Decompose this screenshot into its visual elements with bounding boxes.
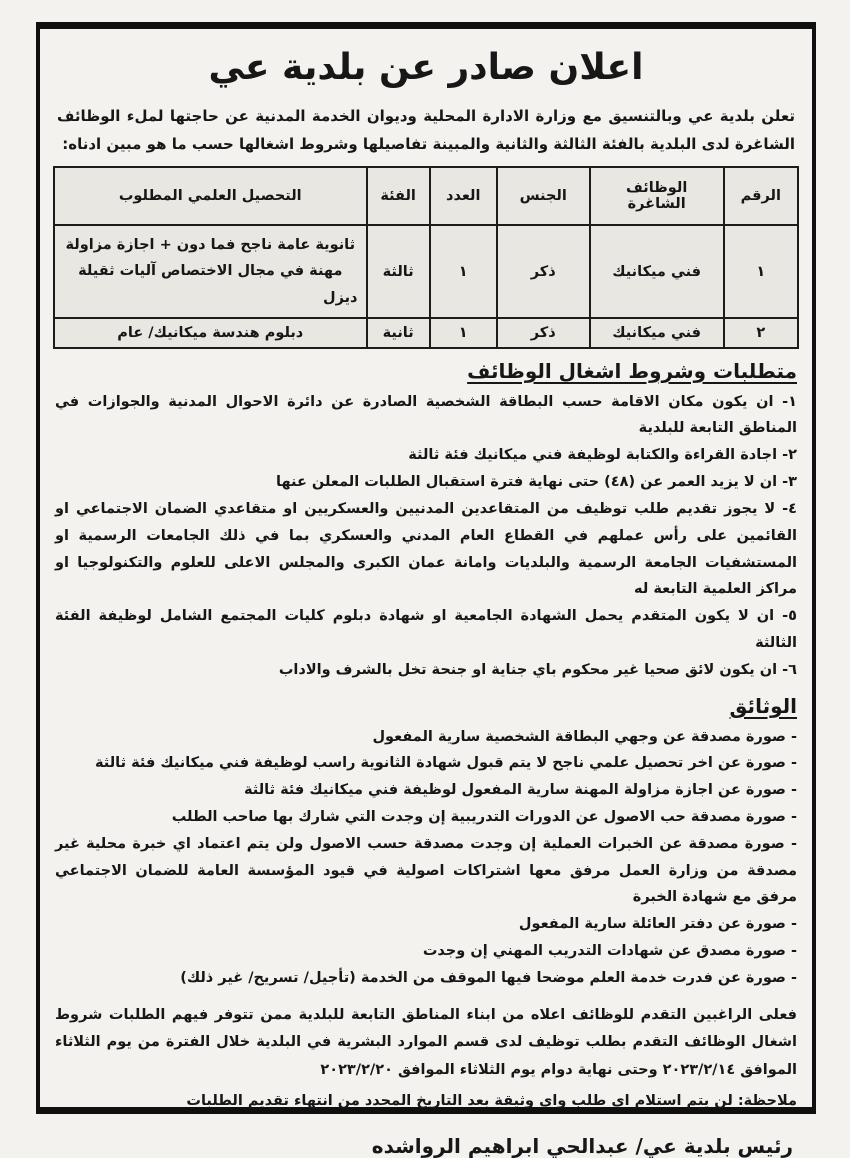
requirement-item: ٤- لا يجوز تقديم طلب توظيف من المتقاعدين المدنيين والعسكريين او متقاعدي الضمان الاجتماعي او القائمين على رأس عملهم في القطاع العام المدني والعسكري بما في ذلك الجامعات الرسمية او المستشفيات الجامعة الرسمية والبلديات وامانة عمان الكبرى والمجلس الاعلى للعلوم والتكنولوجيا او مراكز العلمية التابعة له (55, 500, 797, 598)
cell-position: فني ميكانيك (590, 318, 724, 348)
table-row (54, 318, 798, 348)
header-number: الرقم (724, 167, 798, 225)
requirement-item: ١- ان يكون مكان الاقامة حسب البطاقة الشخصية الصادرة عن دائرة الاحوال المدنية والجوازات في المناطق التابعة للبلدية (55, 393, 797, 437)
header-count: العدد (430, 167, 497, 225)
cell-gender: ذكر (497, 318, 590, 348)
cell-category: ثانية (367, 318, 430, 348)
cell-position: فني ميكانيك (590, 225, 724, 317)
requirement-item: ٣- ان لا يزيد العمر عن (٤٨) حتى نهاية فترة استقبال الطلبات المعلن عنها (276, 474, 797, 491)
cell-category: ثالثة (367, 225, 430, 317)
vacancies-table (53, 166, 799, 348)
document-item: - صورة عن اخر تحصيل علمي ناجح لا يتم قبول شهادة الثانوية راسب لوظيفة فني ميكانيك فئة ثالثة (95, 755, 797, 772)
requirement-item: ٥- ان لا يكون المتقدم يحمل الشهادة الجامعية او شهادة دبلوم كليات المجتمع الشامل لوظيفة الفئة الثالثة (55, 608, 797, 651)
table-header-row (54, 167, 798, 225)
closing-paragraph: فعلى الراغبين التقدم للوظائف اعلاه من ابناء المناطق التابعة للبلدية ممن تتوفر فيهم الطلبات شروط اشغال الوظائف التقدم بطلب توظيف لدى قسم الموارد البشرية في البلدية خلال الفترة من يوم الثلاثاء الموافق ٢٠٢٣/٢/١٤ وحتى نهاية دوام يوم الثلاثاء الموافق ٢٠٢٣/٢/٢٠ (55, 1006, 797, 1078)
cell-education: دبلوم هندسة ميكانيك/ عام (54, 318, 367, 348)
table-row (54, 225, 798, 317)
header-education: التحصيل العلمي المطلوب (54, 167, 367, 225)
requirements-heading: متطلبات وشروط اشغال الوظائف (467, 358, 797, 383)
cell-gender: ذكر (497, 225, 590, 317)
header-category: الفئة (367, 167, 430, 225)
cell-education: ثانوية عامة ناجح فما دون + اجازة مزاولة مهنة في مجال الاختصاص آليات ثقيلة ديزل (54, 225, 367, 317)
requirement-item: ٦- ان يكون لائق صحيا غير محكوم باي جناية او جنحة تخل بالشرف والاداب (278, 661, 797, 678)
document-item: - صورة مصدقة عن وجهي البطاقة الشخصية سارية المفعول (372, 728, 797, 745)
document-item: - صورة مصدقة عن الخبرات العملية إن وجدت مصدقة حسب الاصول ولن يتم اعتماد اي خبرة محلية غير مصدقة من وزارة العمل مرفق معها اشتراكات اصولية في قيود المؤسسة العامة للضمان الاجتماعي مرفق مع شهادة الخبرة (55, 835, 797, 906)
intro-paragraph: تعلن بلدية عي وبالتنسيق مع وزارة الادارة المحلية وديوان الخدمة المدنية عن حاجتها لملء الوظائف الشاغرة لدى البلدية بالفئة الثالثة والثانية والمبينة تفاصيلها وشروط اشغالها حسب ما هو مبين ادناه: (57, 107, 795, 154)
cell-count: ١ (430, 318, 497, 348)
document-item: - صورة مصدقة حب الاصول عن الدورات التدريبية إن وجدت التي شارك بها صاحب الطلب (171, 809, 797, 826)
cell-number: ٢ (724, 318, 798, 348)
document-item: - صورة عن دفتر العائلة سارية المفعول (518, 916, 797, 933)
documents-list (53, 724, 799, 992)
note-paragraph: ملاحظة: لن يتم استلام اي طلب واي وثيقة بعد التاريخ المحدد من انتهاء تقديم الطلبات (186, 1093, 797, 1110)
header-vacant-positions: الوظائف الشاغرة (590, 167, 724, 225)
cell-count: ١ (430, 225, 497, 317)
document-item: - صورة عن اجازة مزاولة المهنة سارية المفعول لوظيفة فني ميكانيك فئة ثالثة (243, 782, 797, 799)
cell-number: ١ (724, 225, 798, 317)
requirements-list (53, 389, 799, 684)
document-item: - صورة مصدق عن شهادات التدريب المهني إن وجدت (422, 943, 797, 960)
documents-heading: الوثائق (729, 693, 797, 718)
document-item: - صورة عن فدرت خدمة العلم موضحا فيها الموقف من الخدمة (تأجيل/ تسريح/ غير ذلك) (180, 969, 797, 986)
header-gender: الجنس (497, 167, 590, 225)
document-border-frame (36, 22, 816, 1158)
signature-line: رئيس بلدية عي/ عبدالحي ابراهيم الرواشده (371, 1133, 793, 1158)
announcement-title: اعلان صادر عن بلدية عي (208, 47, 644, 88)
requirement-item: ٢- اجادة القراءة والكتابة لوظيفة فني ميكانيك فئة ثالثة (408, 447, 797, 464)
